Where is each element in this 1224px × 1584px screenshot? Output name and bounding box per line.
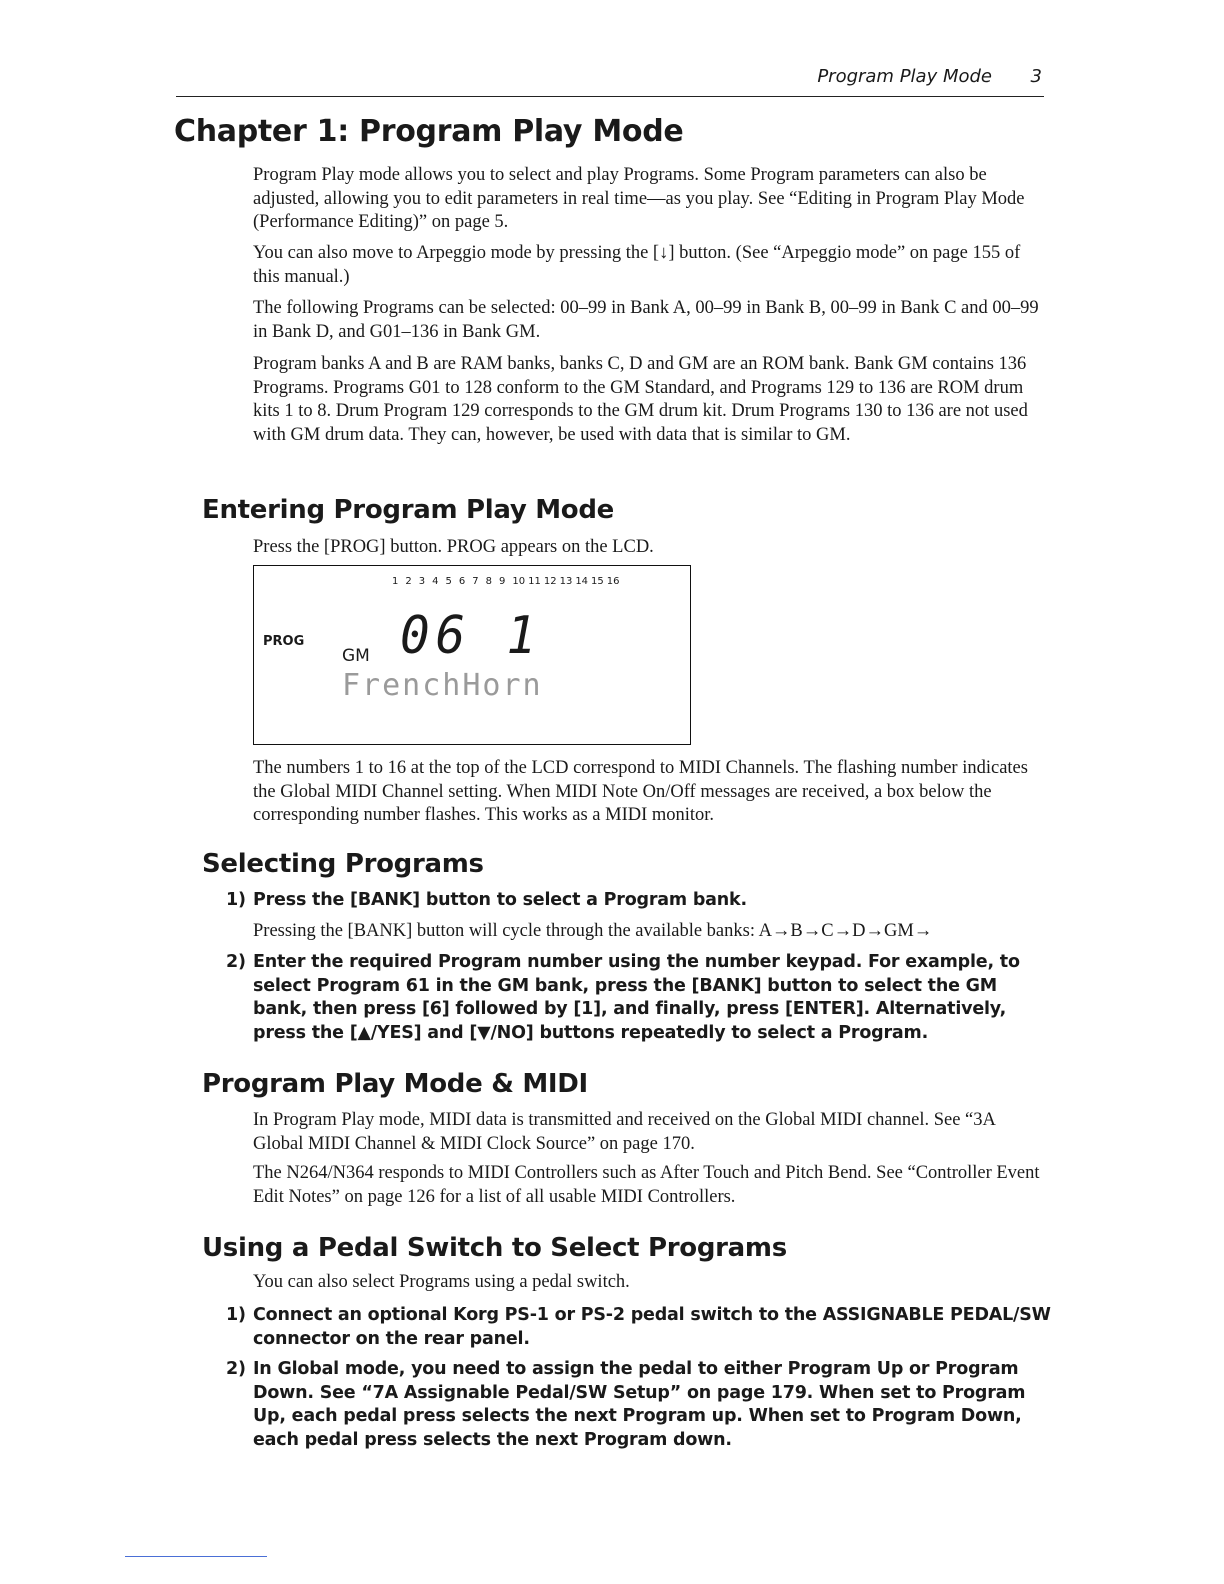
lcd-channel: 11 — [528, 576, 541, 587]
chapter-title: Chapter 1: Program Play Mode — [174, 114, 684, 149]
selecting-step-1-note: Pressing the [BANK] button will cycle through the available banks: A→B→C→D→GM→ — [253, 921, 933, 941]
step-text: In Global mode, you need to assign the pedal to either Program Up or Program Down. See “7A Assignable Pedal/SW Setup” on page 179. When set to Program Up, each pedal press selects the next Program up. When set to Program Down, each pedal press selects the next Program down. — [253, 1359, 1026, 1450]
intro-paragraph-3: The following Programs can be selected: 00–99 in Bank A, 00–99 in Bank B, 00–99 in Bank C and 00–99 in Bank D, and G01–136 in Bank GM. — [253, 298, 1039, 342]
entering-description: The numbers 1 to 16 at the top of the LCD correspond to MIDI Channels. The flashing number indicates the Global MIDI Channel setting. When MIDI Note On/Off messages are received, a box below the corresponding number flashes. This works as a MIDI monitor. — [253, 758, 1028, 825]
lcd-channel: 4 — [432, 576, 439, 587]
lcd-program-name: FrenchHorn — [342, 668, 543, 703]
lcd-channel: 1 — [392, 576, 399, 587]
step-number: 2) — [226, 1359, 246, 1379]
lcd-program-number: 06 1 — [400, 606, 542, 666]
step-text: Connect an optional Korg PS-1 or PS-2 pedal switch to the ASSIGNABLE PEDAL/SW connector on the rear panel. — [253, 1305, 1051, 1349]
lcd-mode-label: PROG — [263, 634, 305, 649]
lcd-channel: 15 — [591, 576, 604, 587]
lcd-channel: 2 — [405, 576, 412, 587]
step-number: 1) — [226, 1305, 246, 1325]
lcd-channel: 16 — [606, 576, 620, 587]
intro-paragraph-2: You can also move to Arpeggio mode by pressing the [↓] button. (See “Arpeggio mode” on page 155 of this manual.) — [253, 243, 1021, 287]
lcd-channel: 9 — [499, 576, 506, 587]
midi-paragraph-2: The N264/N364 responds to MIDI Controllers such as After Touch and Pitch Bend. See “Controller Event Edit Notes” on page 126 for a list of all usable MIDI Controllers. — [253, 1163, 1040, 1207]
lcd-channel: 13 — [559, 576, 573, 587]
lcd-channel: 8 — [485, 576, 492, 587]
intro-paragraph-4: Program banks A and B are RAM banks, banks C, D and GM are an ROM bank. Bank GM contains 136 Programs. Programs G01 to 128 conform to the GM Standard, and Programs 129 to 136 are ROM drum kits 1 to 8. Drum Program 129 corresponds to the GM drum kit. Drum Programs 130 to 136 are not used with GM drum data. They can, however, be used with data that is similar to GM. — [253, 354, 1028, 445]
lcd-channel: 3 — [418, 576, 426, 587]
step-number: 2) — [226, 952, 246, 972]
section-title-midi: Program Play Mode & MIDI — [202, 1069, 588, 1099]
section-title-entering: Entering Program Play Mode — [202, 495, 614, 525]
midi-paragraph-1: In Program Play mode, MIDI data is transmitted and received on the Global MIDI channel. See “3A Global MIDI Channel & MIDI Clock Source” on page 170. — [253, 1110, 995, 1154]
lcd-channel: 7 — [472, 576, 479, 587]
intro-paragraph-1: Program Play mode allows you to select and play Programs. Some Program parameters can also be adjusted, allowing you to edit parameters in real time—as you play. See “Editing in Program Play Mode (Performance Editing)” on page 5. — [253, 165, 1025, 232]
running-header — [176, 64, 1044, 97]
entering-text: Press the [PROG] button. PROG appears on the LCD. — [253, 537, 654, 557]
lcd-channel: 5 — [445, 576, 452, 587]
footer-rule — [125, 1556, 267, 1557]
lcd-channel-numbers — [392, 576, 620, 587]
pedal-intro: You can also select Programs using a pedal switch. — [253, 1272, 630, 1292]
section-title-pedal: Using a Pedal Switch to Select Programs — [202, 1233, 787, 1263]
page-number: 3 — [1030, 66, 1042, 87]
lcd-display-figure — [253, 565, 691, 745]
step-text: Press the [BANK] button to select a Program bank. — [253, 890, 747, 910]
step-text: Enter the required Program number using the number keypad. For example, to select Program 61 in the GM bank, press the [BANK] button to select the GM bank, then press [6] followed by [1], and finally, press [ENTER]. Alternatively, press the [▲/YES] and [▼/NO] buttons repeatedly to select a Program. — [253, 952, 1020, 1043]
lcd-channel: 10 — [512, 576, 526, 587]
lcd-channel: 14 — [575, 576, 589, 587]
section-title-selecting: Selecting Programs — [202, 849, 484, 879]
lcd-bank-label: GM — [342, 646, 370, 666]
running-title: Program Play Mode — [817, 66, 992, 87]
lcd-channel: 6 — [458, 576, 466, 587]
step-number: 1) — [226, 890, 246, 910]
lcd-channel: 12 — [543, 576, 557, 587]
